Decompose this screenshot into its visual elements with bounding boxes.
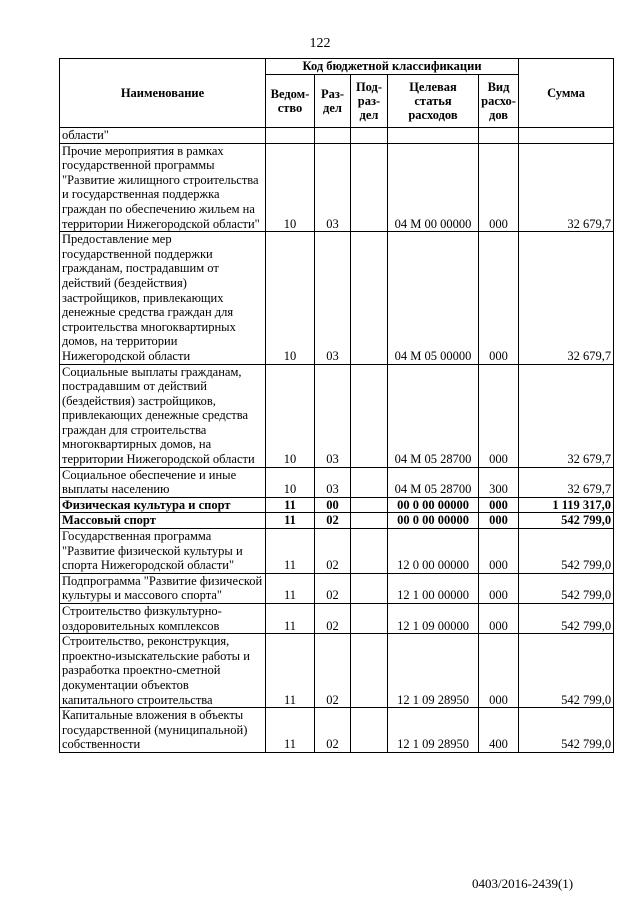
- cell-name: Социальное обеспечение и иные выплаты населению: [60, 467, 266, 497]
- cell-name: Физическая культура и спорт: [60, 497, 266, 513]
- header-classification-group: Код бюджетной классификации: [266, 59, 519, 75]
- cell-summa: 32 679,7: [519, 364, 614, 467]
- table-row: [60, 232, 614, 364]
- cell-vid: 000: [479, 604, 519, 634]
- page-number: 122: [309, 36, 331, 51]
- cell-summa: 542 799,0: [519, 529, 614, 574]
- cell-vedomstvo: 11: [266, 497, 315, 513]
- cell-statya: 04 М 00 00000: [388, 143, 479, 232]
- table-row: [60, 467, 614, 497]
- table-row: [60, 513, 614, 529]
- cell-podrazdel: [351, 573, 388, 603]
- cell-vedomstvo: 10: [266, 467, 315, 497]
- cell-razdel: 03: [315, 232, 351, 364]
- cell-name: Строительство физкультурно-оздоровительных комплексов: [60, 604, 266, 634]
- cell-statya: 04 М 05 28700: [388, 364, 479, 467]
- cell-vid: 000: [479, 497, 519, 513]
- table-row: [60, 128, 614, 144]
- cell-razdel: 02: [315, 513, 351, 529]
- cell-vedomstvo: 11: [266, 529, 315, 574]
- cell-vedomstvo: 10: [266, 232, 315, 364]
- table-row: [60, 604, 614, 634]
- header-statya: Целевая статья расходов: [388, 75, 479, 128]
- cell-name: Прочие мероприятия в рамках государственной программы "Развитие жилищного строительства и государственная поддержка граждан по обеспечению жильем на территории Нижегородской области": [60, 143, 266, 232]
- cell-name: Социальные выплаты гражданам, пострадавшим от действий (бездействия) застройщиков, привлекающих денежные средства граждан для строительства многоквартирных домов, на территории Нижегородской области: [60, 364, 266, 467]
- cell-name: Государственная программа "Развитие физической культуры и спорта Нижегородской области": [60, 529, 266, 574]
- cell-vid: [479, 128, 519, 144]
- cell-vid: 000: [479, 364, 519, 467]
- cell-vedomstvo: 11: [266, 634, 315, 708]
- cell-razdel: 02: [315, 634, 351, 708]
- cell-statya: 12 0 00 00000: [388, 529, 479, 574]
- cell-vid: 300: [479, 467, 519, 497]
- cell-podrazdel: [351, 708, 388, 753]
- cell-vedomstvo: 11: [266, 513, 315, 529]
- cell-summa: 542 799,0: [519, 634, 614, 708]
- cell-razdel: 02: [315, 708, 351, 753]
- cell-razdel: 03: [315, 467, 351, 497]
- cell-vedomstvo: 11: [266, 573, 315, 603]
- cell-vedomstvo: 11: [266, 708, 315, 753]
- cell-name: Подпрограмма "Развитие физической культуры и массового спорта": [60, 573, 266, 603]
- cell-summa: 32 679,7: [519, 467, 614, 497]
- cell-statya: 04 М 05 28700: [388, 467, 479, 497]
- cell-name: области": [60, 128, 266, 144]
- table-row: [60, 634, 614, 708]
- cell-razdel: 03: [315, 143, 351, 232]
- cell-vid: 400: [479, 708, 519, 753]
- cell-vid: 000: [479, 573, 519, 603]
- table-row: [60, 364, 614, 467]
- cell-vedomstvo: 10: [266, 143, 315, 232]
- cell-statya: 00 0 00 00000: [388, 497, 479, 513]
- header-name: Наименование: [60, 59, 266, 128]
- header-vid: Вид расхо-дов: [479, 75, 519, 128]
- cell-summa: 1 119 317,0: [519, 497, 614, 513]
- cell-podrazdel: [351, 529, 388, 574]
- cell-summa: 542 799,0: [519, 708, 614, 753]
- document-code: 0403/2016-2439(1): [472, 876, 574, 891]
- cell-summa: 32 679,7: [519, 232, 614, 364]
- cell-summa: 542 799,0: [519, 513, 614, 529]
- cell-statya: 12 1 09 00000: [388, 604, 479, 634]
- table-row: [60, 497, 614, 513]
- cell-razdel: 00: [315, 497, 351, 513]
- table-row: [60, 529, 614, 574]
- cell-summa: [519, 128, 614, 144]
- cell-podrazdel: [351, 364, 388, 467]
- budget-table: [59, 58, 614, 753]
- cell-razdel: 02: [315, 573, 351, 603]
- cell-summa: 542 799,0: [519, 573, 614, 603]
- header-razdel: Раз-дел: [315, 75, 351, 128]
- cell-podrazdel: [351, 604, 388, 634]
- table-row: [60, 708, 614, 753]
- cell-statya: 00 0 00 00000: [388, 513, 479, 529]
- cell-summa: 542 799,0: [519, 604, 614, 634]
- budget-table-body: [60, 128, 614, 753]
- cell-podrazdel: [351, 467, 388, 497]
- cell-vid: 000: [479, 529, 519, 574]
- cell-name: Капитальные вложения в объекты государственной (муниципальной) собственности: [60, 708, 266, 753]
- cell-statya: 12 1 00 00000: [388, 573, 479, 603]
- header-podrazdel: Под-раз-дел: [351, 75, 388, 128]
- cell-statya: [388, 128, 479, 144]
- cell-vid: 000: [479, 232, 519, 364]
- cell-razdel: 02: [315, 604, 351, 634]
- cell-statya: 12 1 09 28950: [388, 634, 479, 708]
- header-vedomstvo: Ведом-ство: [266, 75, 315, 128]
- cell-vedomstvo: 11: [266, 604, 315, 634]
- table-row: [60, 573, 614, 603]
- cell-vid: 000: [479, 143, 519, 232]
- cell-podrazdel: [351, 128, 388, 144]
- cell-summa: 32 679,7: [519, 143, 614, 232]
- cell-name: Массовый спорт: [60, 513, 266, 529]
- cell-statya: 04 М 05 00000: [388, 232, 479, 364]
- cell-podrazdel: [351, 634, 388, 708]
- cell-vid: 000: [479, 634, 519, 708]
- cell-podrazdel: [351, 513, 388, 529]
- cell-podrazdel: [351, 497, 388, 513]
- cell-vid: 000: [479, 513, 519, 529]
- cell-name: Строительство, реконструкция, проектно-изыскательские работы и разработка проектно-сметной документации объектов капитального строительства: [60, 634, 266, 708]
- cell-podrazdel: [351, 232, 388, 364]
- header-summa: Сумма: [519, 59, 614, 128]
- cell-razdel: 02: [315, 529, 351, 574]
- cell-podrazdel: [351, 143, 388, 232]
- cell-razdel: [315, 128, 351, 144]
- cell-vedomstvo: [266, 128, 315, 144]
- table-row: [60, 143, 614, 232]
- cell-vedomstvo: 10: [266, 364, 315, 467]
- cell-name: Предоставление мер государственной поддержки гражданам, пострадавшим от действий (бездействия) застройщиков, привлекающих денежные средства граждан для строительства многоквартирных домов, на территории Нижегородской области: [60, 232, 266, 364]
- cell-statya: 12 1 09 28950: [388, 708, 479, 753]
- cell-razdel: 03: [315, 364, 351, 467]
